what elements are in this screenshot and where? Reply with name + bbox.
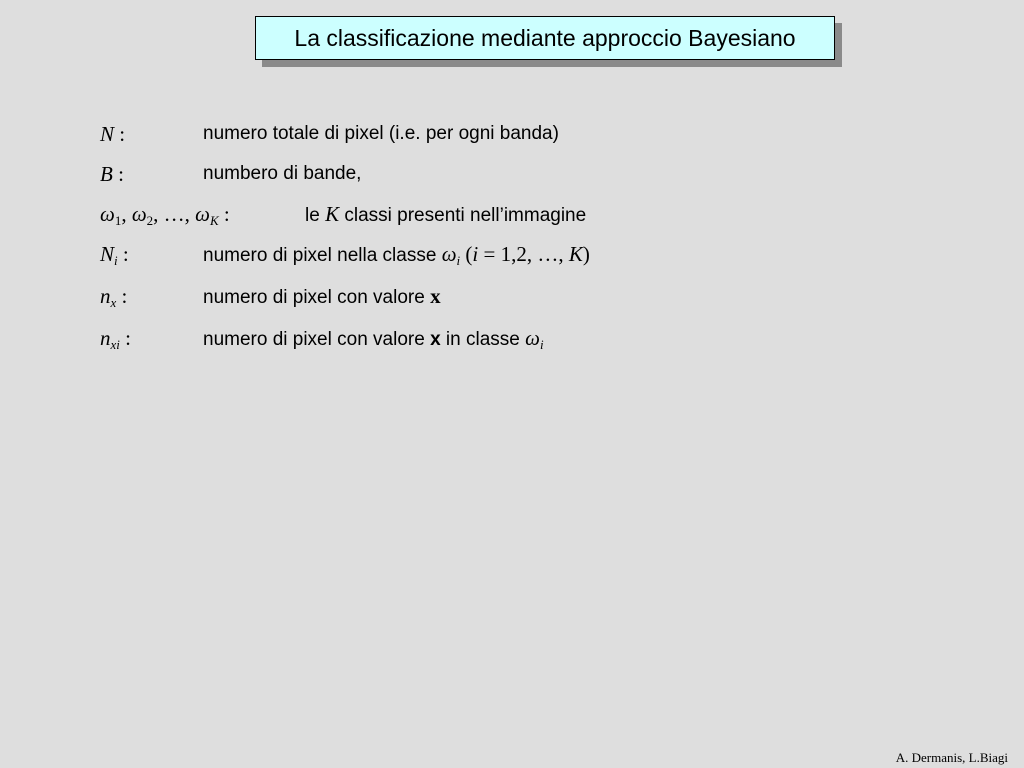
symbol-omega-list: $\omega_1$, $\omega_2$, …, $\omega_K$ : [100,202,230,228]
footer-authors: A. Dermanis, L.Biagi [895,750,1008,765]
symbol-N: N : [100,122,126,146]
symbol-n-x: $n_x$ : [100,284,128,310]
description-N-i: numero di pixel nella classe $\omega_i$ (i = 1,2, …, K) [203,242,590,268]
description-N: numero totale di pixel (i.e. per ogni banda) [203,123,559,144]
description-B: numbero di bande, [203,163,362,184]
symbol-n-xi: $n_{xi}$ : [100,326,131,352]
slide-title [255,16,835,60]
description-omega-classes: le K classi presenti nell’immagine [305,202,587,226]
symbol-B: B : [100,162,124,186]
description-n-x: numero di pixel con valore x [203,284,441,308]
slide-title-text: La classificazione mediante approccio Bayesiano [294,24,796,51]
description-n-xi: numero di pixel con valore x in classe $\omega_i$ [203,326,544,352]
symbol-N-i: $N_i$ : [100,242,129,268]
